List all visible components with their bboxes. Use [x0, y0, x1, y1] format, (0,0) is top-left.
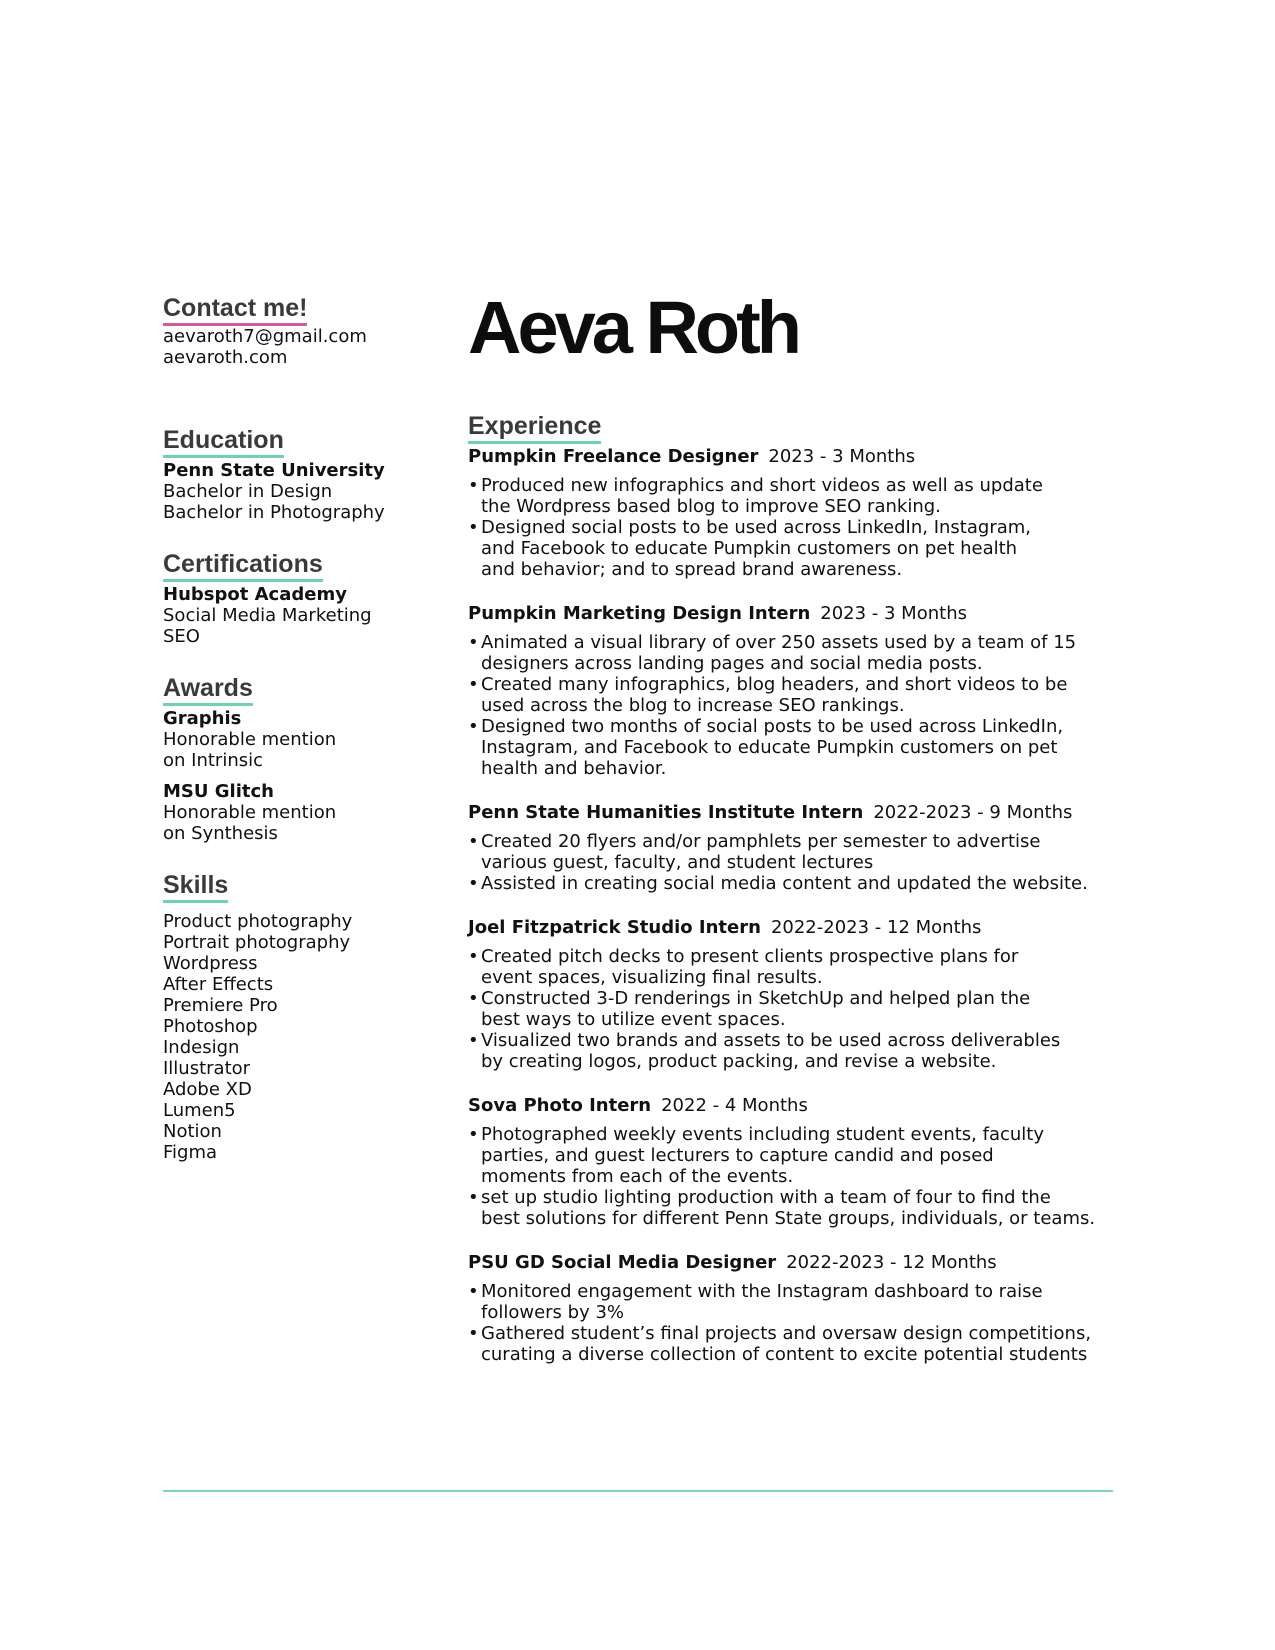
job-bullet: [468, 1323, 1128, 1365]
job-title: Pumpkin Freelance Designer: [468, 446, 759, 467]
education-degree: Bachelor in Photography: [163, 502, 385, 523]
bullet-icon: •: [468, 1030, 479, 1051]
job-title: PSU GD Social Media Designer: [468, 1252, 777, 1273]
bullet-text: Assisted in creating social media content and updated the website.: [481, 873, 1088, 894]
bullet-icon: •: [468, 632, 479, 653]
bullet-icon: •: [468, 946, 479, 967]
skill-item: Portrait photography: [163, 932, 351, 953]
job-bullet: [468, 946, 1128, 988]
job-header: [468, 1095, 1128, 1116]
skills-list: [163, 911, 453, 1163]
job-dates: 2023 - 3 Months: [820, 603, 967, 624]
skills-heading: Skills: [163, 871, 228, 903]
certification-item: SEO: [163, 626, 200, 647]
job-dates: 2022 - 4 Months: [661, 1095, 808, 1116]
bullet-icon: •: [468, 873, 479, 894]
skill-item: Illustrator: [163, 1058, 251, 1079]
bullet-icon: •: [468, 1187, 479, 1208]
award-detail: Honorable mention: [163, 802, 337, 823]
experience-list: [468, 446, 1128, 1365]
job-bullet: [468, 831, 1128, 873]
skill-item: After Effects: [163, 974, 274, 995]
job-bullets: [468, 475, 1128, 580]
job-bullet: [468, 632, 1128, 674]
job-title: Sova Photo Intern: [468, 1095, 652, 1116]
bullet-icon: •: [468, 475, 479, 496]
bullet-icon: •: [468, 1323, 479, 1344]
bullet-text: Created many infographics, blog headers, and short videos to be used across the blog to increase SEO rankings.: [481, 674, 1068, 716]
job-header: [468, 917, 1128, 938]
bullet-text: Designed social posts to be used across LinkedIn, Instagram, and Facebook to educate Pumpkin customers on pet health and behavior; and to spread brand awareness.: [481, 517, 1032, 580]
job-bullet: [468, 475, 1128, 517]
bullet-text: Photographed weekly events including student events, faculty parties, and guest lecturers to capture candid and posed moments from each of the events.: [481, 1124, 1044, 1187]
job-dates: 2023 - 3 Months: [768, 446, 916, 467]
experience-entry: [468, 603, 1128, 779]
bullet-text: Animated a visual library of over 250 assets used by a team of 15 designers across landing pages and social media posts.: [481, 632, 1077, 674]
experience-entry: [468, 802, 1128, 894]
experience-entry: [468, 1252, 1128, 1365]
job-bullets: [468, 831, 1128, 894]
job-header: [468, 802, 1128, 823]
bullet-text: Created pitch decks to present clients prospective plans for event spaces, visualizing final results.: [481, 946, 1019, 988]
skill-item: Photoshop: [163, 1016, 258, 1037]
bullet-text: Created 20 flyers and/or pamphlets per semester to advertise various guest, faculty, and student lectures: [481, 831, 1041, 873]
award-name: MSU Glitch: [163, 781, 274, 802]
job-bullet: [468, 517, 1128, 580]
education-heading: Education: [163, 426, 284, 458]
bullet-icon: •: [468, 988, 479, 1009]
bullet-text: Produced new infographics and short videos as well as update the Wordpress based blog to improve SEO ranking.: [481, 475, 1043, 517]
job-bullets: [468, 946, 1128, 1072]
contact-email[interactable]: aevaroth7@gmail.com: [163, 326, 367, 347]
job-bullets: [468, 1124, 1128, 1229]
job-header: [468, 603, 1128, 624]
award-name: Graphis: [163, 708, 242, 729]
skill-item: Premiere Pro: [163, 995, 278, 1016]
certification-issuer: Hubspot Academy: [163, 584, 347, 605]
job-dates: 2022-2023 - 9 Months: [873, 802, 1073, 823]
bullet-text: Visualized two brands and assets to be used across deliverables by creating logos, product packing, and revise a website.: [481, 1030, 1061, 1072]
job-title: Joel Fitzpatrick Studio Intern: [468, 917, 761, 938]
job-dates: 2022-2023 - 12 Months: [786, 1252, 997, 1273]
job-bullet: [468, 873, 1128, 894]
job-bullet: [468, 1124, 1128, 1187]
job-dates: 2022-2023 - 12 Months: [770, 917, 982, 938]
bullet-text: set up studio lighting production with a team of four to find the best solutions for different Penn State groups, individuals, or teams.: [481, 1187, 1096, 1229]
certifications-heading: Certifications: [163, 550, 323, 582]
bullet-icon: •: [468, 831, 479, 852]
left-column: [163, 294, 453, 1163]
job-bullets: [468, 632, 1128, 779]
skill-item: Lumen5: [163, 1100, 236, 1121]
contact-website[interactable]: aevaroth.com: [163, 347, 288, 368]
job-bullet: [468, 1187, 1128, 1229]
contact-heading: Contact me!: [163, 294, 307, 326]
award-detail: on Intrinsic: [163, 750, 264, 771]
bullet-text: Monitored engagement with the Instagram dashboard to raise followers by 3%: [481, 1281, 1043, 1323]
education-degree: Bachelor in Design: [163, 481, 333, 502]
bullet-icon: •: [468, 674, 479, 695]
bullet-text: Designed two months of social posts to be used across LinkedIn, Instagram, and Facebook to educate Pumpkin customers on pet health and behavior.: [481, 716, 1064, 779]
bullet-icon: •: [468, 716, 479, 737]
job-bullet: [468, 1281, 1128, 1323]
skill-item: Notion: [163, 1121, 222, 1142]
skill-item: Adobe XD: [163, 1079, 252, 1100]
footer-divider: [163, 1490, 1113, 1492]
job-title: Penn State Humanities Institute Intern: [468, 802, 864, 823]
bullet-icon: •: [468, 1281, 479, 1302]
job-bullet: [468, 716, 1128, 779]
skill-item: Indesign: [163, 1037, 240, 1058]
job-header: [468, 1252, 1128, 1273]
skill-item: Wordpress: [163, 953, 258, 974]
job-header: [468, 446, 1128, 467]
bullet-icon: •: [468, 517, 479, 538]
award-detail: Honorable mention: [163, 729, 337, 750]
experience-entry: [468, 446, 1128, 580]
bullet-text: Gathered student’s final projects and oversaw design competitions, curating a diverse collection of content to excite potential students: [481, 1323, 1092, 1365]
job-title: Pumpkin Marketing Design Intern: [468, 603, 811, 624]
certification-item: Social Media Marketing: [163, 605, 372, 626]
award-detail: on Synthesis: [163, 823, 278, 844]
awards-heading: Awards: [163, 674, 253, 706]
right-column: [468, 412, 1128, 1365]
job-bullet: [468, 1030, 1128, 1072]
skill-item: Figma: [163, 1142, 218, 1163]
bullet-text: Constructed 3-D renderings in SketchUp and helped plan the best ways to utilize event spaces.: [481, 988, 1031, 1030]
experience-heading: Experience: [468, 412, 601, 444]
education-school: Penn State University: [163, 460, 385, 481]
job-bullet: [468, 988, 1128, 1030]
skill-item: Product photography: [163, 911, 353, 932]
experience-entry: [468, 1095, 1128, 1229]
job-bullet: [468, 674, 1128, 716]
bullet-icon: •: [468, 1124, 479, 1145]
job-bullets: [468, 1281, 1128, 1365]
experience-entry: [468, 917, 1128, 1072]
resume-name: Aeva Roth: [468, 286, 798, 369]
